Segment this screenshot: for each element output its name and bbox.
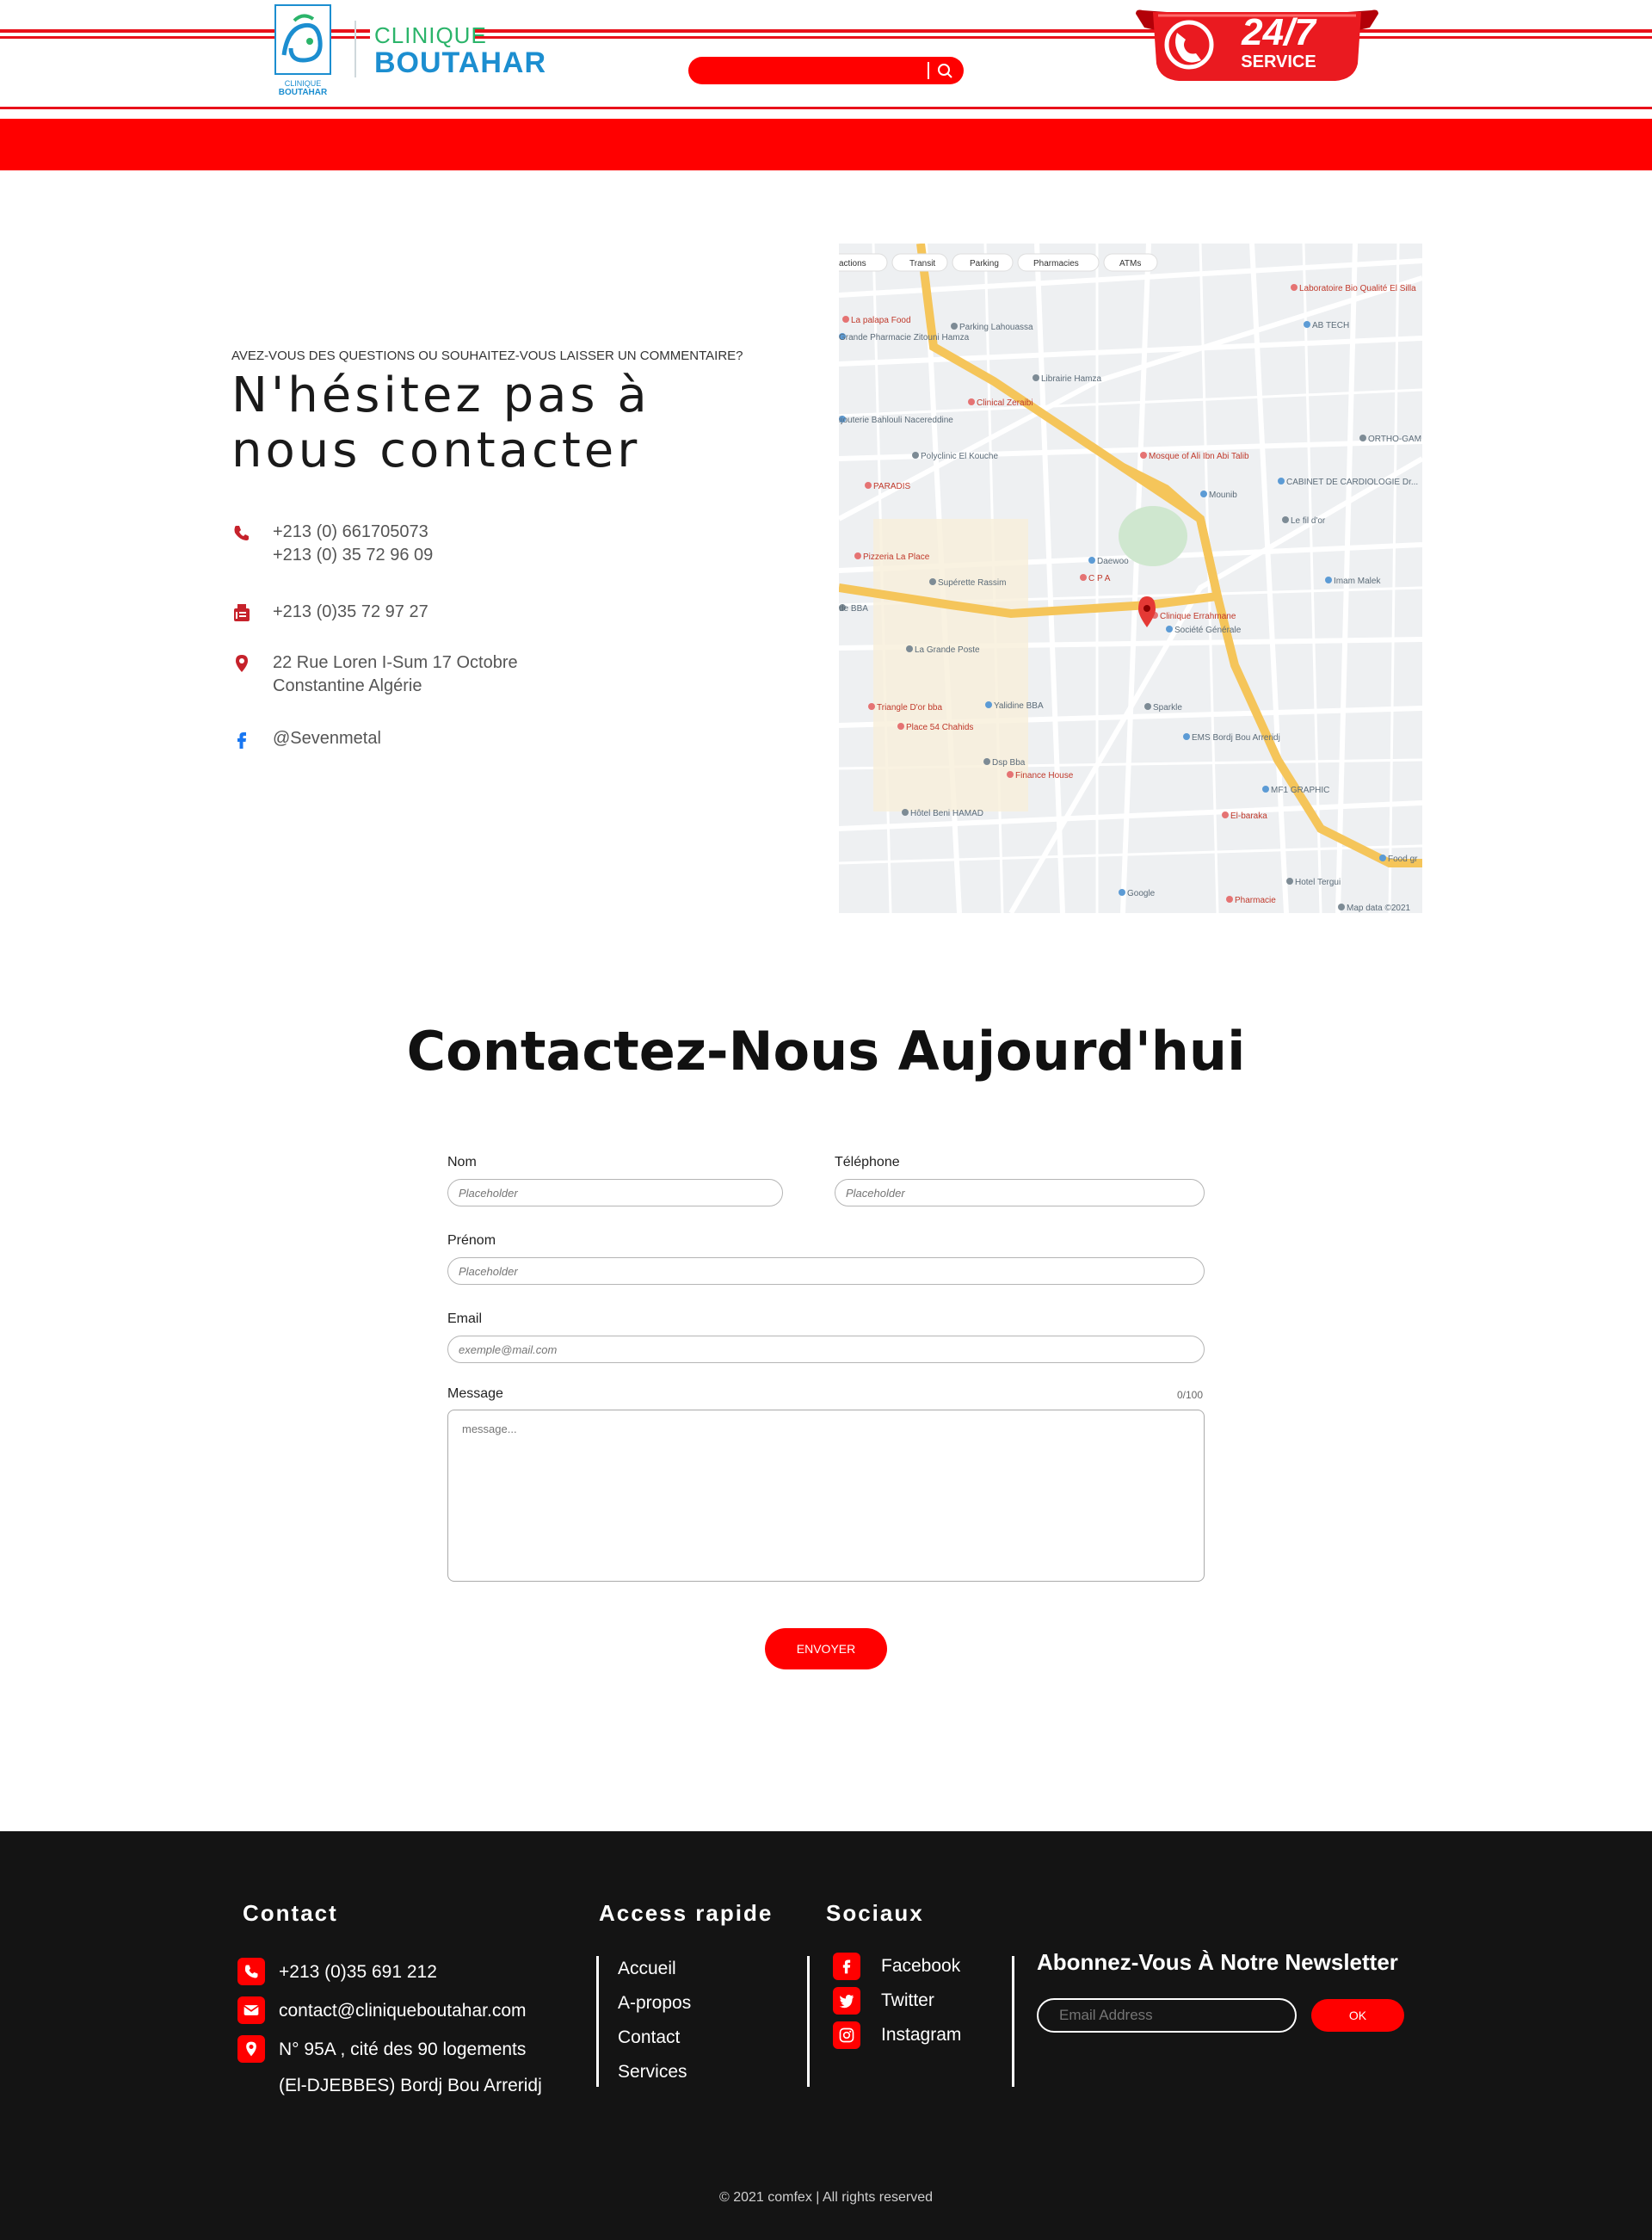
address-line-2: Constantine Algérie — [273, 676, 422, 695]
map-place-label: Imam Malek — [1334, 577, 1381, 586]
logo-boutahar: BOUTAHAR — [374, 46, 547, 79]
footer-divider-2 — [807, 1956, 810, 2087]
map-place-pin — [868, 703, 875, 710]
map-place-pin — [1032, 374, 1039, 381]
map-place-pin — [897, 723, 904, 730]
contact-eyebrow: AVEZ-VOUS DES QUESTIONS OU SOUHAITEZ-VOUS LAISSER UN COMMENTAIRE? — [231, 349, 743, 363]
facebook-info — [231, 727, 381, 750]
logo-small-text: CLINIQUE — [284, 79, 322, 88]
search-bar[interactable] — [688, 57, 964, 84]
footer-quick-heading: Access rapide — [599, 1900, 774, 1926]
map-place-label: Grande Pharmacie Zitouni Hamza — [839, 333, 970, 342]
submit-button[interactable]: ENVOYER — [765, 1628, 887, 1669]
footer-contact-heading: Contact — [243, 1900, 338, 1926]
map-place-label: Librairie Hamza — [1041, 374, 1102, 384]
map-place-label: Yalidine BBA — [994, 701, 1044, 711]
map-place-pin — [902, 809, 909, 816]
map-place-pin — [1282, 516, 1289, 523]
map-place-pin — [1226, 896, 1233, 903]
map-place-pin — [929, 578, 936, 585]
map-place-label: Place 54 Chahids — [906, 723, 974, 732]
nom-input[interactable] — [447, 1179, 783, 1206]
footer-instagram-row[interactable] — [833, 2021, 961, 2049]
footer-email[interactable]: contact@cliniqueboutahar.com — [279, 2001, 527, 2021]
map-place-pin — [1262, 786, 1269, 793]
map-place-pin — [1144, 703, 1151, 710]
map-chip-atms: ATMs — [1119, 259, 1142, 268]
map-place-label: Google — [1127, 889, 1156, 898]
red-banner — [0, 119, 1652, 170]
map-place-label: Parking Lahouassa — [959, 323, 1033, 332]
map-chip-transit: Transit — [909, 259, 936, 268]
address-info — [231, 651, 518, 698]
address-line-1: 22 Rue Loren I-Sum 17 Octobre — [273, 653, 518, 672]
map-place-pin — [983, 758, 990, 765]
map-place-pin — [1278, 478, 1285, 484]
prenom-label: Prénom — [447, 1233, 496, 1248]
map-place-pin — [1140, 452, 1147, 459]
footer-facebook-row[interactable] — [833, 1953, 960, 1980]
map-place-label: El-baraka — [1230, 811, 1267, 821]
newsletter-ok-button[interactable]: OK — [1311, 1999, 1404, 2032]
map-place-label: AB TECH — [1312, 321, 1350, 330]
footer-divider-3 — [1012, 1956, 1014, 2087]
fax-info — [231, 601, 428, 624]
service-24-7-badge — [1132, 7, 1382, 86]
map-place-pin — [1379, 855, 1386, 861]
phone-2[interactable]: +213 (0) 35 72 96 09 — [273, 546, 434, 565]
search-cursor — [928, 62, 929, 79]
logo-small-text-2: BOUTAHAR — [278, 88, 328, 96]
map-place-pin — [1007, 771, 1014, 778]
search-icon[interactable] — [934, 60, 955, 81]
contact-title: N'hésitez pas à nous contacter — [231, 367, 650, 478]
logo-divider — [354, 21, 356, 77]
email-input[interactable] — [447, 1336, 1205, 1363]
facebook-handle[interactable]: @Sevenmetal — [273, 729, 381, 748]
map-place-label: de BBA — [839, 604, 868, 614]
map-place-pin — [1200, 491, 1207, 497]
map-place-label: Mounib — [1209, 491, 1237, 500]
footer-address-row — [237, 2035, 542, 2104]
map-place-label: Clinical Zeraibi — [977, 398, 1033, 408]
map-place-pin — [985, 701, 992, 708]
map-place-pin — [1325, 577, 1332, 583]
footer-mail-icon — [237, 1996, 265, 2024]
footer-phone-icon — [237, 1958, 265, 1985]
map-place-label: Hotel Tergui — [1295, 878, 1341, 887]
header-bottom-rule — [0, 107, 1652, 109]
map-place-label: Sparkle — [1153, 703, 1182, 713]
map-place-pin — [1119, 889, 1125, 896]
message-label: Message — [447, 1386, 503, 1401]
telephone-input[interactable] — [835, 1179, 1205, 1206]
map-place-label: Map data ©2021 — [1347, 904, 1411, 913]
map-place-pin — [1291, 284, 1298, 291]
map-place-label: Mosque of Ali Ibn Abi Talib — [1149, 452, 1249, 461]
map-chip-actions: actions — [839, 259, 866, 268]
footer-address-line-1: N° 95A , cité des 90 logements — [279, 2039, 527, 2059]
phone-icon — [231, 522, 252, 543]
map-place-label: Daewoo — [1097, 557, 1129, 566]
footer-link-services[interactable]: Services — [618, 2062, 687, 2082]
map-place-label: Le fil d'or — [1291, 516, 1326, 526]
newsletter-email-input[interactable] — [1037, 1998, 1297, 2033]
footer-link-contact[interactable]: Contact — [618, 2027, 681, 2047]
map-place-pin — [951, 323, 958, 330]
footer-twitter-row[interactable] — [833, 1987, 934, 2015]
map-place-label: Supérette Rassim — [938, 578, 1007, 588]
message-counter: 0/100 — [1177, 1389, 1204, 1401]
map-place-label: Clinique Errahmane — [1160, 612, 1236, 621]
badge-24-7: 24/7 — [1242, 11, 1316, 53]
map-place-label: ijouterie Bahlouli Nacereddine — [839, 416, 953, 425]
map-place-label: Société Générale — [1174, 626, 1242, 635]
footer-instagram-icon[interactable] — [833, 2021, 860, 2049]
map-place-pin — [865, 482, 872, 489]
map-place-label: Pharmacie — [1235, 896, 1276, 905]
footer-location-icon — [237, 2035, 265, 2063]
map-place-pin — [912, 452, 919, 459]
map-place-pin — [1166, 626, 1173, 633]
footer-email-row — [237, 1996, 527, 2029]
newsletter-title: Abonnez-Vous À Notre Newsletter — [1037, 1949, 1398, 1975]
map-place-label: Triangle D'or bba — [877, 703, 943, 713]
fax-icon — [231, 602, 252, 623]
map-place-label: PARADIS — [873, 482, 911, 491]
message-textarea[interactable] — [447, 1410, 1205, 1582]
nom-label: Nom — [447, 1155, 477, 1169]
footer-address-line-2: (El-DJEBBES) Bordj Bou Arreridj — [279, 2076, 542, 2095]
map-place-pin — [1304, 321, 1310, 328]
map-place-label: Food gr — [1388, 855, 1418, 864]
footer-twitter-icon[interactable] — [833, 1987, 860, 2015]
map-place-label: ORTHO-GAM — [1368, 435, 1422, 444]
map-place-pin — [1286, 878, 1293, 885]
map-place-label: Laboratoire Bio Qualité El Silla — [1299, 284, 1416, 293]
map-chip-pharmacies: Pharmacies — [1033, 259, 1079, 268]
header-top-rule — [0, 29, 1652, 33]
footer-twitter[interactable]: Twitter — [881, 1990, 934, 2010]
badge-service: SERVICE — [1241, 52, 1316, 71]
map-place-pin — [842, 316, 849, 323]
footer-facebook[interactable]: Facebook — [881, 1956, 961, 1976]
google-map[interactable] — [839, 244, 1422, 913]
map-place-pin — [1338, 904, 1345, 910]
phone-1[interactable]: +213 (0) 661705073 — [273, 522, 428, 541]
map-place-label: Hôtel Beni HAMAD — [910, 809, 984, 818]
map-place-pin — [1088, 557, 1095, 564]
map-place-pin — [906, 645, 913, 652]
location-pin-icon — [231, 653, 252, 674]
footer-phone[interactable]: +213 (0)35 691 212 — [279, 1962, 437, 1982]
header-top-rule-2 — [0, 36, 1652, 39]
map-place-pin — [968, 398, 975, 405]
map-place-label: Dsp Bba — [992, 758, 1026, 768]
map-place-pin — [1080, 574, 1087, 581]
footer-phone-row — [237, 1958, 437, 1990]
form-title: Contactez-Nous Aujourd'hui — [406, 1020, 1246, 1083]
footer-divider-1 — [596, 1956, 599, 2087]
phone-info — [231, 521, 433, 567]
map-place-label: Polyclinic El Kouche — [921, 452, 999, 461]
email-label: Email — [447, 1311, 483, 1326]
map-place-label: C P A — [1088, 574, 1111, 583]
footer-link-apropos[interactable]: A-propos — [618, 1993, 692, 2013]
logo-clinique: CLINIQUE — [374, 22, 487, 48]
map-place-label: CABINET DE CARDIOLOGIE Dr... — [1286, 478, 1419, 487]
clinic-logo-icon[interactable] — [268, 3, 337, 96]
telephone-label: Téléphone — [835, 1155, 900, 1169]
map-place-label: Finance House — [1015, 771, 1074, 781]
facebook-icon[interactable] — [231, 729, 252, 750]
map-place-label: MF1 GRAPHIC — [1271, 786, 1330, 795]
prenom-input[interactable] — [447, 1257, 1205, 1285]
map-place-label: La palapa Food — [851, 316, 911, 325]
map-place-label: EMS Bordj Bou Arreridj — [1192, 733, 1280, 743]
map-place-label: Pizzeria La Place — [863, 552, 930, 562]
map-place-label: La Grande Poste — [915, 645, 980, 655]
footer-facebook-icon[interactable] — [833, 1953, 860, 1980]
map-place-pin — [854, 552, 861, 559]
copyright: © 2021 comfex | All rights reserved — [718, 2190, 934, 2205]
footer-instagram[interactable]: Instagram — [881, 2025, 962, 2045]
map-chip-parking: Parking — [970, 259, 999, 268]
fax-number: +213 (0)35 72 97 27 — [273, 602, 428, 621]
map-place-pin — [1359, 435, 1366, 441]
map-place-pin — [1222, 811, 1229, 818]
footer-social-heading: Sociaux — [826, 1900, 924, 1926]
footer-link-accueil[interactable]: Accueil — [618, 1959, 676, 1978]
map-place-pin — [1183, 733, 1190, 740]
